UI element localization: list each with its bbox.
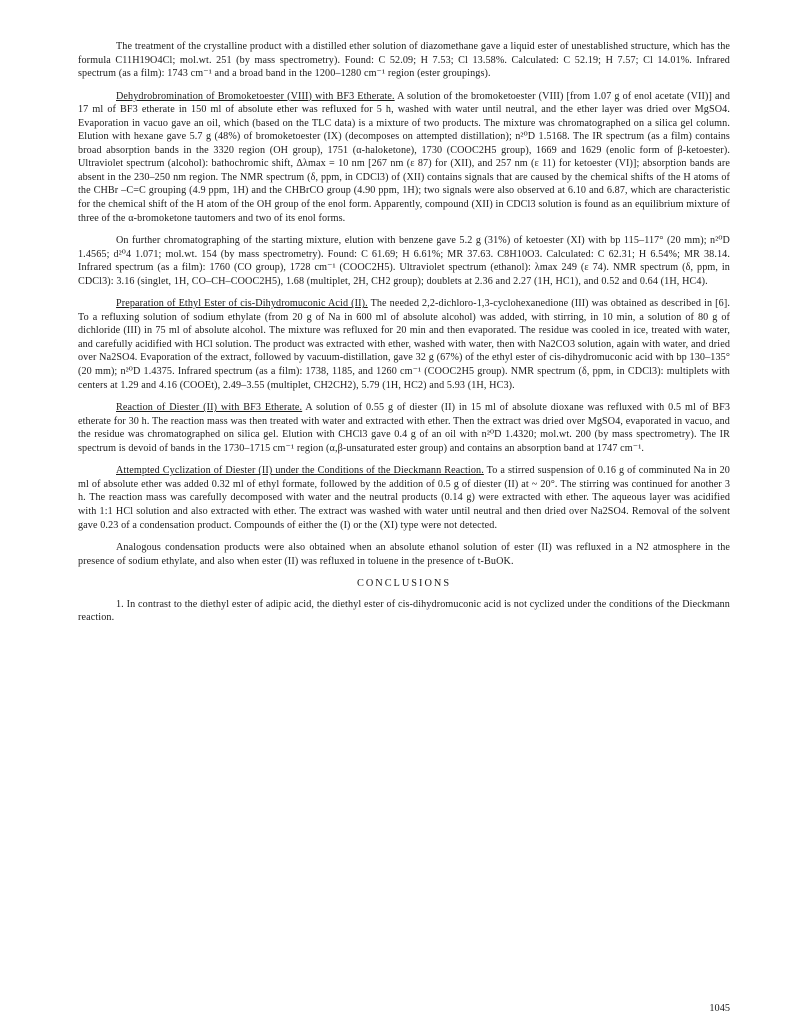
paragraph-3-text: On further chromatographing of the starting mixture, elution with benzene gave 5.2 g (31%) of ketoester (XI) with bp 115–117° (20 mm); n²⁰D 1.4565; d²⁰4 1.071; mol.wt. 154 (by mass spectrometry). Found: C 61.69; H 6.61%; MR 37.63. C8H10O3. Calculated: C 62.31; H 6.54%; MR 38.14. Infrared spectrum (as a film): 1760 (CO group), 1728 cm⁻¹ (COOC2H5). Ultraviolet spectrum (ethanol): λmax 249 (ε 74). NMR spectrum (δ, ppm, in CDCl3): 3.16 (singlet, 1H, CO–CH–COOC2H5), 1.68 (multiplet, 2H, CH2 group); doublets at 2.36 and 2.27 (1H, HC1), and 0.52 and 0.64 (1H, HC4). bbox=[78, 235, 730, 287]
paragraph-7 bbox=[78, 541, 730, 568]
paragraph-7-text: Analogous condensation products were also obtained when an absolute ethanol solution of ester (II) was refluxed in a N2 atmosphere in the presence of sodium ethylate, and also when ester (II) was refluxed in toluene in the presence of t-BuOK. bbox=[78, 542, 730, 567]
paragraph-6-text: To a stirred suspension of 0.16 g of comminuted Na in 20 ml of absolute ether was added 0.32 ml of ethyl formate, followed by the addition of 0.5 g of diester (II) at ~ 20°. The stirring was continued for another 3 h. The reaction mass was carefully decomposed with water and the neutral products (0.14 g) were extracted with ether. The aqueous layer was acidified with 1:1 HCl solution and also extracted with ether. The extract was washed with water until neutral and then dried over Na2SO4. Removal of the solvent gave 0.23 of a condensation product. Compounds of either the (I) or the (XI) type were not detected. bbox=[78, 465, 730, 531]
paragraph-4 bbox=[78, 297, 730, 392]
paragraph-1 bbox=[78, 40, 730, 81]
paragraph-4-text: The needed 2,2-dichloro-1,3-cyclohexanedione (III) was obtained as described in [6]. To a refluxing solution of sodium ethylate (from 20 g of Na in 600 ml of absolute alcohol) was added, with stirring, in 10 min, a solution of 80 g of dichloride (III) in 75 ml of absolute alcohol. The mixture was refluxed for 20 min and then evaporated. The residue was cooled in ice, treated with water, and carefully acidified with HCl solution. The product was extracted with ether, washed with water, then with Na2CO3 solution, again with water, and dried over Na2SO4. Evaporation of the extract, followed by vacuum-distillation, gave 32 g (67%) of the ethyl ester of cis-dihydromuconic acid with bp 130–135° (20 mm); n²⁰D 1.4375. Infrared spectrum (as a film): 1738, 1185, and 1260 cm⁻¹ (COOC2H5 group). NMR spectrum (δ, ppm, in CDCl3): multiplets with centers at 1.29 and 4.16 (COOEt), 2.49–3.55 (multiplet, CH2CH2), 5.79 (1H, HC2) and 5.93 (1H, HC3). bbox=[78, 298, 730, 391]
section-heading-cyclization: Attempted Cyclization of Diester (II) under the Conditions of the Dieckmann Reaction. bbox=[116, 465, 484, 477]
section-heading-preparation: Preparation of Ethyl Ester of cis-Dihydromuconic Acid (II). bbox=[116, 298, 368, 310]
conclusions-heading: CONCLUSIONS bbox=[356, 578, 452, 590]
section-heading-dehydrobromination: Dehydrobromination of Bromoketoester (VIII) with BF3 Etherate. bbox=[116, 90, 395, 102]
conclusions-text: 1. In contrast to the diethyl ester of adipic acid, the diethyl ester of cis-dihydromuconic acid is not cyclized under the conditions of the Dieckmann reaction. bbox=[78, 598, 730, 624]
paragraph-2 bbox=[78, 90, 730, 225]
section-heading-reaction: Reaction of Diester (II) with BF3 Etherate. bbox=[116, 402, 303, 414]
paragraph-5-text: A solution of 0.55 g of diester (II) in 15 ml of absolute dioxane was refluxed with 0.5 ml of BF3 etherate for 30 h. The reaction mass was then treated with water and extracted with ether. Then the extract was dried over MgSO4, evaporated in vacuo, and the residue was chromatographed on silica gel. Elution with CHCl3 gave 0.4 g of an oil with n²⁰D 1.4320; mol.wt. 200 (by mass spectrometry). The IR spectrum is devoid of bands in the 1730–1715 cm⁻¹ region (α,β-unsaturated ester group) and contains an absorption band at 1747 cm⁻¹. bbox=[78, 402, 731, 454]
page-body bbox=[78, 40, 730, 634]
conclusions-paragraph bbox=[78, 598, 730, 625]
paragraph-2-text: A solution of the bromoketoester (VIII) [from 1.07 g of enol acetate (VII)] and 17 ml of BF3 etherate in 150 ml of absolute ether was refluxed for 5 h, washed with water until neutral, and the ether layer was dried over MgSO4. Evaporation in vacuo gave an oil, which (based on the TLC data) is a mixture of two products. The mixture was chromatographed on a silica gel column. Elution with hexane gave 5.7 g (48%) of bromoketoester (IX) (decomposes on attempted distillation); n²⁰D 1.5168. The IR spectrum (as a film) contains broad absorption bands in the 3320 region (OH group), 1751 (α-haloketone), 1730 (COOC2H5 group), 1669 and 1629 (enolic form of β-ketoester). Ultraviolet spectrum (alcohol): bathochromic shift, Δλmax = 10 nm [267 nm (ε 87) for (XII), and 257 nm (ε 11) for ketoester (VI)]; absorption bands are absent in the 230–250 nm region. The NMR spectrum (δ, ppm, in CDCl3) of (XII) contains signals that are caused by the chemical shifts of the H atoms of the CHBr –C=C grouping (4.9 ppm, 1H) and the CHBrCO group (4.90 ppm, 1H); two signals were also observed at 6.10 and 6.87, which are characteristic for the chemical shift of the H atom of the OH group of the enol form. Apparently, compound (XII) in CDCl3 solution is found as an equilibrium mixture of three of the α-bromoketone tautomers and two of its enol forms. bbox=[78, 90, 730, 224]
paragraph-3 bbox=[78, 234, 730, 288]
page-number: 1045 bbox=[709, 1003, 730, 1014]
paragraph-1-text: The treatment of the crystalline product with a distilled ether solution of diazomethane gave a liquid ester of unestablished structure, which has the formula C11H19O4Cl; mol.wt. 251 (by mass spectrometry). Found: C 52.09; H 7.53; Cl 13.58%. Calculated: C 52.19; H 7.57; Cl 14.01%. Infrared spectrum (as a film): 1743 cm⁻¹ and a broad band in the 1200–1280 cm⁻¹ region (ester groupings). bbox=[78, 41, 730, 80]
paragraph-6 bbox=[78, 464, 730, 532]
paragraph-5 bbox=[78, 401, 730, 455]
